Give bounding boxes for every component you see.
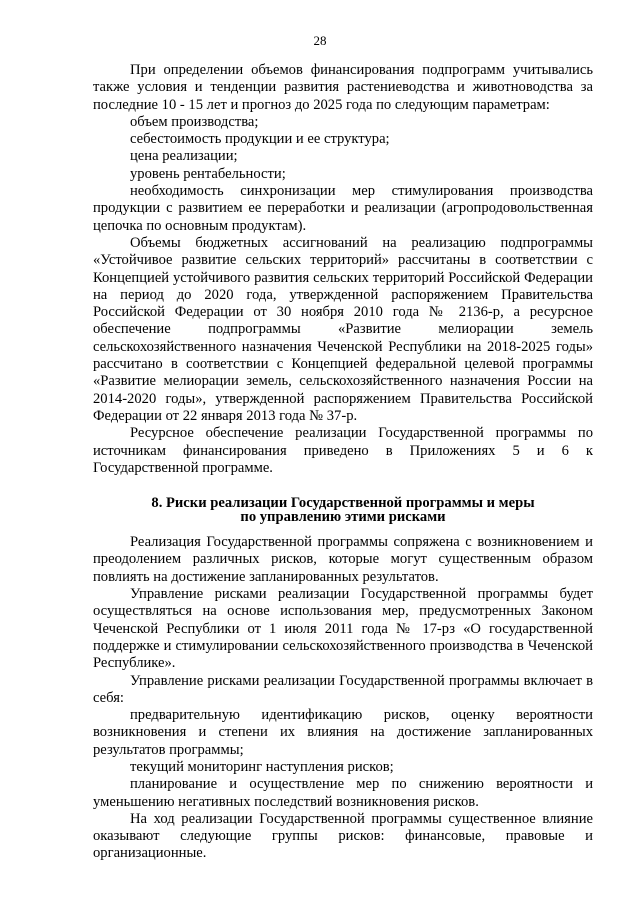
list-item-profitability: уровень рентабельности; <box>130 165 286 182</box>
list-item-sale-price: цена реализации; <box>130 148 238 165</box>
paragraph-synchronization: необходимость синхронизации мер стимулирования производства продукции с развитием ее переработки и реализации (агропродовольственная цепочка по основным продуктам). <box>93 183 593 234</box>
section-heading-line-1: 8. Риски реализации Государственной программы и меры <box>151 495 535 512</box>
paragraph-risk-mitigation: планирование и осуществление мер по снижению вероятности и уменьшению негативных последствий возникновения рисков. <box>93 776 593 810</box>
paragraph-financing-parameters: При определении объемов финансирования подпрограмм учитывались также условия и тенденции развития растениеводства и животноводства за последние 10 - 15 лет и прогноз до 2025 года по следующим параметрам: <box>93 62 593 113</box>
paragraph-risk-management-includes: Управление рисками реализации Государственной программы включает в себя: <box>93 672 593 706</box>
list-item-cost-structure: себестоимость продукции и ее структура; <box>130 131 390 148</box>
paragraph-risk-groups: На ход реализации Государственной программы существенное влияние оказывают следующие группы рисков: финансовые, правовые и организационные. <box>93 810 593 862</box>
list-item-production-volume: объем производства; <box>130 113 259 130</box>
page-number: 28 <box>313 33 327 48</box>
section-heading-line-2: по управлению этими рисками <box>240 508 446 525</box>
section-heading <box>93 497 593 524</box>
paragraph-budget-allocations: Объемы бюджетных ассигнований на реализацию подпрограммы «Устойчивое развитие сельских территорий» рассчитаны в соответствии с Концепцией устойчивого развития сельских территорий Российской Федерации на период до 2020 года, утвержденной распоряжением Правительства Российской Федерации от 30 ноября 2010 года № 2136-р, а ресурсное обеспечение подпрограммы «Развитие мелиорации земель сельскохозяйственного назначения Чеченской Республики на 2018-2025 годы» рассчитано в соответствии с Концепцией федеральной целевой программы «Развитие мелиорации земель, сельскохозяйственного назначения России на 2014-2020 годы», утвержденной распоряжением Правительства Российской Федерации от 22 января 2013 года № 37-р. <box>93 234 593 424</box>
paragraph-risk-identification: предварительную идентификацию рисков, оценку вероятности возникновения и степени их влияния на достижение запланированных результатов программы; <box>93 707 593 758</box>
paragraph-risks-intro: Реализация Государственной программы сопряжена с возникновением и преодолением различных рисков, которые могут существенным образом повлиять на достижение запланированных результатов. <box>93 534 593 585</box>
paragraph-risk-monitoring: текущий мониторинг наступления рисков; <box>130 758 394 775</box>
paragraph-resource-provision: Ресурсное обеспечение реализации Государственной программы по источникам финансирования приведено в Приложениях 5 и 6 к Государственной программе. <box>93 425 593 476</box>
document-body <box>93 62 593 863</box>
paragraph-risk-management-law: Управление рисками реализации Государственной программы будет осуществляться на основе использования мер, предусмотренных Законом Чеченской Республики от 1 июля 2011 года № 17-рз «О государственной поддержке и стимулировании сельскохозяйственного производства в Чеченской Республике». <box>93 586 593 672</box>
